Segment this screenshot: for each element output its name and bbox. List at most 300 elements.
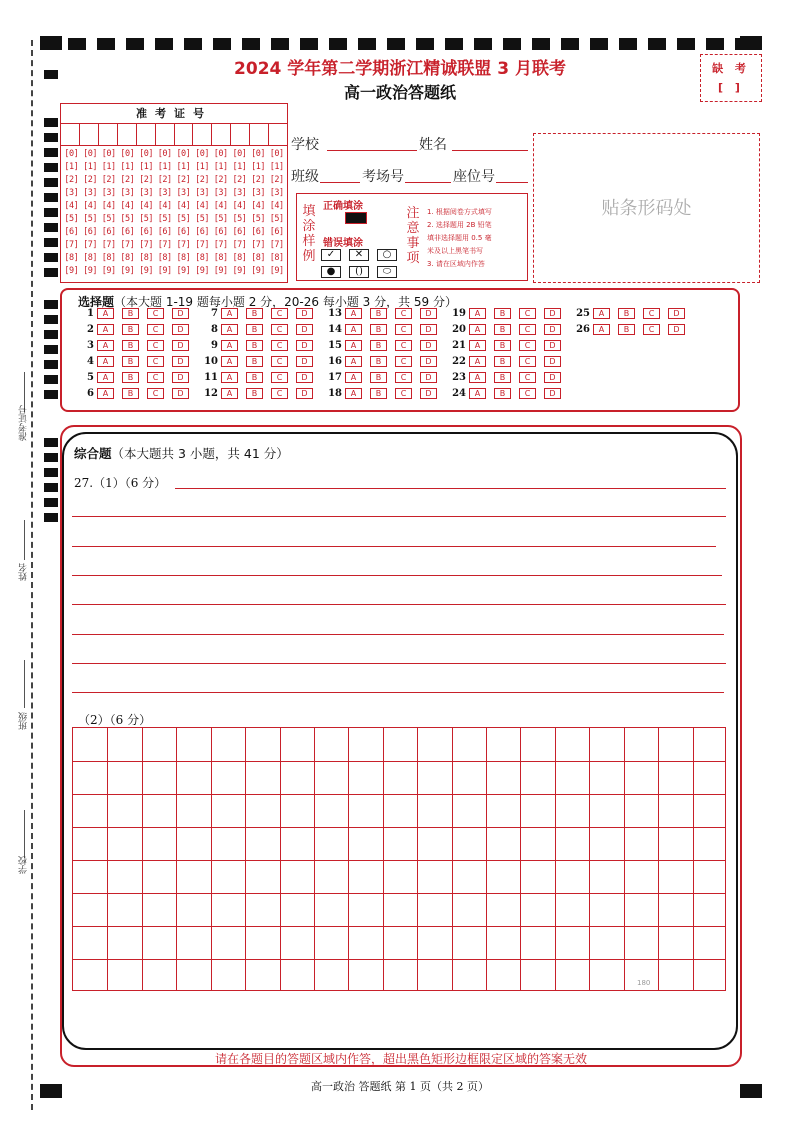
option-bubble[interactable]: A <box>469 340 486 351</box>
option-bubble[interactable]: B <box>370 372 387 383</box>
option-bubble[interactable]: D <box>420 324 437 335</box>
side-label-name: 姓名 <box>19 563 29 581</box>
option-bubble[interactable]: C <box>519 372 536 383</box>
option-bubble[interactable]: B <box>122 308 139 319</box>
digit-bubble[interactable]: [5] <box>251 214 265 224</box>
option-bubble[interactable]: A <box>345 372 362 383</box>
digit-bubble[interactable]: [3] <box>83 188 97 198</box>
exam-number-entry-cell[interactable] <box>269 124 287 145</box>
digit-bubble[interactable]: [7] <box>176 240 191 250</box>
grid-column-line <box>555 728 556 990</box>
option-bubble[interactable]: B <box>494 340 511 351</box>
option-bubble[interactable]: A <box>469 356 486 367</box>
digit-bubble[interactable]: [1] <box>232 162 247 172</box>
option-bubble[interactable]: C <box>519 388 536 399</box>
option-bubble[interactable]: B <box>494 324 511 335</box>
digit-bubble[interactable]: [3] <box>269 188 284 198</box>
option-bubble[interactable]: D <box>296 340 313 351</box>
school-field[interactable] <box>327 150 417 151</box>
digit-bubble[interactable]: [5] <box>101 214 116 224</box>
option-bubble[interactable]: D <box>172 340 189 351</box>
digit-bubble[interactable]: [9] <box>251 266 265 276</box>
option-bubble[interactable]: A <box>345 340 362 351</box>
exam-number-entry-cell[interactable] <box>175 124 194 145</box>
option-bubble[interactable]: C <box>147 324 164 335</box>
digit-bubble[interactable]: [0] <box>195 149 209 159</box>
digit-bubble[interactable]: [6] <box>213 227 228 237</box>
option-bubble[interactable]: B <box>494 308 511 319</box>
exam-number-entry-cell[interactable] <box>80 124 99 145</box>
option-bubble[interactable]: D <box>420 372 437 383</box>
timing-mark <box>44 253 58 262</box>
digit-bubble[interactable]: [2] <box>176 175 191 185</box>
option-bubble[interactable]: B <box>618 308 635 319</box>
question-number: 1 <box>87 307 94 319</box>
option-bubble[interactable]: B <box>494 356 511 367</box>
digit-bubble[interactable]: [9] <box>213 266 228 276</box>
option-bubble[interactable]: B <box>246 356 263 367</box>
option-bubble[interactable]: C <box>395 356 412 367</box>
digit-bubble[interactable]: [2] <box>64 175 79 185</box>
digit-bubble[interactable]: [5] <box>195 214 209 224</box>
digit-bubble[interactable]: [8] <box>101 253 116 263</box>
digit-bubble[interactable]: [6] <box>157 227 172 237</box>
digit-bubble[interactable]: [2] <box>269 175 284 185</box>
exam-number-entry-cell[interactable] <box>193 124 212 145</box>
choice-question <box>452 339 569 351</box>
side-label-class: 班级 <box>19 712 29 730</box>
question-number: 16 <box>328 355 342 367</box>
digit-bubble[interactable]: [4] <box>195 201 209 211</box>
option-bubble[interactable]: C <box>271 372 288 383</box>
question-number: 14 <box>328 323 342 335</box>
option-bubble[interactable]: A <box>97 308 114 319</box>
digit-bubble[interactable]: [0] <box>232 149 247 159</box>
digit-bubble[interactable]: [7] <box>269 240 284 250</box>
digit-bubble[interactable]: [4] <box>269 201 284 211</box>
exam-number-entry-cell[interactable] <box>137 124 156 145</box>
grid-column-line <box>520 728 521 990</box>
digit-bubble[interactable]: [7] <box>120 240 135 250</box>
option-bubble[interactable]: A <box>97 356 114 367</box>
option-bubble[interactable]: B <box>370 308 387 319</box>
digit-bubble[interactable]: [0] <box>213 149 228 159</box>
timing-mark <box>416 38 434 50</box>
choice-question <box>328 307 445 319</box>
timing-mark <box>44 315 58 324</box>
option-bubble[interactable]: B <box>494 388 511 399</box>
digit-bubble[interactable]: [8] <box>232 253 247 263</box>
digit-bubble[interactable]: [7] <box>83 240 97 250</box>
digit-bubble[interactable]: [1] <box>157 162 172 172</box>
option-bubble[interactable]: C <box>147 340 164 351</box>
exam-room-field[interactable] <box>405 182 451 183</box>
option-bubble[interactable]: D <box>172 388 189 399</box>
answer-line[interactable] <box>72 634 724 635</box>
digit-bubble[interactable]: [0] <box>120 149 135 159</box>
choice-question <box>452 355 569 367</box>
digit-bubble[interactable]: [9] <box>120 266 135 276</box>
option-bubble[interactable]: C <box>643 308 660 319</box>
option-bubble[interactable]: C <box>519 340 536 351</box>
choice-question <box>204 371 321 383</box>
absent-box[interactable] <box>700 54 762 102</box>
digit-bubble[interactable]: [7] <box>157 240 172 250</box>
option-bubble[interactable]: C <box>395 308 412 319</box>
option-bubble[interactable]: A <box>345 308 362 319</box>
digit-bubble[interactable]: [9] <box>157 266 172 276</box>
digit-bubble[interactable]: [3] <box>195 188 209 198</box>
digit-bubble[interactable]: [8] <box>213 253 228 263</box>
digit-bubble[interactable]: [4] <box>157 201 172 211</box>
digit-bubble[interactable]: [3] <box>139 188 153 198</box>
answer-line[interactable] <box>175 488 726 489</box>
option-bubble[interactable]: C <box>395 340 412 351</box>
choice-question <box>80 339 197 351</box>
option-bubble[interactable]: B <box>618 324 635 335</box>
digit-bubble[interactable]: [5] <box>139 214 153 224</box>
grid-column-line <box>348 728 349 990</box>
exam-number-digit-grid[interactable] <box>61 146 287 278</box>
option-bubble[interactable]: B <box>494 372 511 383</box>
option-bubble[interactable]: A <box>469 324 486 335</box>
option-bubble[interactable]: C <box>147 388 164 399</box>
choice-question <box>204 307 321 319</box>
digit-bubble[interactable]: [3] <box>213 188 228 198</box>
class-field[interactable] <box>320 182 360 183</box>
timing-mark <box>590 38 608 50</box>
digit-bubble[interactable]: [6] <box>120 227 135 237</box>
timing-mark <box>213 38 231 50</box>
digit-bubble[interactable]: [7] <box>139 240 153 250</box>
option-bubble[interactable]: A <box>345 388 362 399</box>
option-bubble[interactable]: A <box>345 356 362 367</box>
option-bubble[interactable]: C <box>395 324 412 335</box>
digit-bubble[interactable]: [8] <box>120 253 135 263</box>
option-bubble[interactable]: A <box>469 308 486 319</box>
digit-bubble[interactable]: [7] <box>232 240 247 250</box>
digit-bubble[interactable]: [4] <box>120 201 135 211</box>
digit-bubble[interactable]: [1] <box>64 162 79 172</box>
question-number: 5 <box>87 371 94 383</box>
digit-bubble[interactable]: [3] <box>232 188 247 198</box>
digit-bubble[interactable]: [9] <box>269 266 284 276</box>
option-bubble[interactable]: B <box>122 372 139 383</box>
digit-bubble[interactable]: [3] <box>251 188 265 198</box>
option-bubble[interactable]: B <box>122 340 139 351</box>
digit-bubble[interactable]: [4] <box>176 201 191 211</box>
question-number: 19 <box>452 307 466 319</box>
timing-mark <box>44 453 58 462</box>
seat-field[interactable] <box>496 182 528 183</box>
digit-bubble[interactable]: [6] <box>139 227 153 237</box>
digit-bubble[interactable]: [3] <box>157 188 172 198</box>
grid-column-line <box>693 728 694 990</box>
option-bubble[interactable]: D <box>544 308 561 319</box>
digit-bubble[interactable]: [5] <box>213 214 228 224</box>
digit-bubble[interactable]: [5] <box>269 214 284 224</box>
option-bubble[interactable]: D <box>296 372 313 383</box>
option-bubble[interactable]: C <box>271 340 288 351</box>
digit-bubble[interactable]: [2] <box>139 175 153 185</box>
option-bubble[interactable]: D <box>668 324 685 335</box>
option-bubble[interactable]: A <box>469 372 486 383</box>
digit-bubble[interactable]: [9] <box>195 266 209 276</box>
digit-bubble[interactable]: [1] <box>213 162 228 172</box>
digit-bubble[interactable]: [0] <box>157 149 172 159</box>
writing-grid[interactable] <box>72 727 726 991</box>
option-bubble[interactable]: D <box>420 340 437 351</box>
option-bubble[interactable]: A <box>593 308 610 319</box>
digit-bubble[interactable]: [8] <box>157 253 172 263</box>
digit-bubble[interactable]: [4] <box>251 201 265 211</box>
digit-bubble[interactable]: [0] <box>251 149 265 159</box>
digit-bubble[interactable]: [8] <box>64 253 79 263</box>
digit-bubble[interactable]: [0] <box>64 149 79 159</box>
digit-bubble[interactable]: [4] <box>83 201 97 211</box>
digit-bubble[interactable]: [6] <box>232 227 247 237</box>
digit-bubble[interactable]: [4] <box>139 201 153 211</box>
exam-number-entry-cell[interactable] <box>156 124 175 145</box>
answer-line[interactable] <box>72 604 726 605</box>
digit-bubble[interactable]: [2] <box>251 175 265 185</box>
digit-bubble[interactable]: [8] <box>139 253 153 263</box>
exam-number-entry-cell[interactable] <box>61 124 80 145</box>
option-bubble[interactable]: D <box>544 356 561 367</box>
digit-bubble[interactable]: [2] <box>83 175 97 185</box>
notes-label: 注意事项 <box>406 206 420 266</box>
digit-bubble[interactable]: [5] <box>120 214 135 224</box>
option-bubble[interactable]: C <box>271 388 288 399</box>
option-bubble[interactable]: D <box>296 388 313 399</box>
choice-question <box>80 355 197 367</box>
timing-mark <box>44 238 58 247</box>
digit-bubble[interactable]: [4] <box>232 201 247 211</box>
option-bubble[interactable]: D <box>296 308 313 319</box>
option-bubble[interactable]: D <box>172 372 189 383</box>
option-bubble[interactable]: B <box>246 324 263 335</box>
exam-number-entry-cell[interactable] <box>250 124 269 145</box>
option-bubble[interactable]: B <box>122 324 139 335</box>
digit-bubble[interactable]: [7] <box>101 240 116 250</box>
option-bubble[interactable]: B <box>246 340 263 351</box>
option-bubble[interactable]: A <box>221 340 238 351</box>
digit-bubble[interactable]: [6] <box>83 227 97 237</box>
question-number: 23 <box>452 371 466 383</box>
digit-bubble[interactable]: [1] <box>251 162 265 172</box>
digit-bubble[interactable]: [8] <box>176 253 191 263</box>
timing-mark <box>44 193 58 202</box>
option-bubble[interactable]: B <box>370 340 387 351</box>
question-number: 20 <box>452 323 466 335</box>
question-number: 2 <box>87 323 94 335</box>
option-bubble[interactable]: A <box>97 388 114 399</box>
digit-bubble[interactable]: [0] <box>176 149 191 159</box>
answer-sheet-subtitle: 高一政治答题纸 <box>343 83 456 102</box>
digit-bubble[interactable]: [8] <box>195 253 209 263</box>
option-bubble[interactable]: C <box>395 388 412 399</box>
option-bubble[interactable]: A <box>97 324 114 335</box>
digit-bubble[interactable]: [2] <box>213 175 228 185</box>
option-bubble[interactable]: B <box>370 388 387 399</box>
answer-line[interactable] <box>72 516 726 517</box>
digit-bubble[interactable]: [9] <box>176 266 191 276</box>
option-bubble[interactable]: A <box>345 324 362 335</box>
digit-bubble[interactable]: [8] <box>83 253 97 263</box>
digit-bubble[interactable]: [3] <box>101 188 116 198</box>
digit-bubble[interactable]: [4] <box>213 201 228 211</box>
option-bubble[interactable]: A <box>221 388 238 399</box>
digit-bubble[interactable]: [2] <box>101 175 116 185</box>
digit-bubble[interactable]: [6] <box>176 227 191 237</box>
digit-bubble[interactable]: [3] <box>176 188 191 198</box>
option-bubble[interactable]: B <box>246 308 263 319</box>
digit-bubble[interactable]: [6] <box>195 227 209 237</box>
digit-bubble[interactable]: [1] <box>83 162 97 172</box>
wrong-circle-mark: ○ <box>377 249 397 261</box>
exam-number-entry-cell[interactable] <box>99 124 118 145</box>
timing-mark <box>44 330 58 339</box>
digit-bubble[interactable]: [8] <box>251 253 265 263</box>
option-bubble[interactable]: C <box>271 324 288 335</box>
digit-bubble[interactable]: [0] <box>139 149 153 159</box>
timing-mark <box>271 38 289 50</box>
option-bubble[interactable]: B <box>370 356 387 367</box>
option-bubble[interactable]: B <box>122 356 139 367</box>
option-bubble[interactable]: C <box>519 308 536 319</box>
option-bubble[interactable]: D <box>544 372 561 383</box>
digit-bubble[interactable]: [5] <box>176 214 191 224</box>
digit-bubble[interactable]: [9] <box>232 266 247 276</box>
option-bubble[interactable]: A <box>221 308 238 319</box>
digit-bubble[interactable]: [4] <box>101 201 116 211</box>
digit-bubble[interactable]: [2] <box>157 175 172 185</box>
option-bubble[interactable]: D <box>296 356 313 367</box>
digit-bubble[interactable]: [7] <box>64 240 79 250</box>
option-bubble[interactable]: D <box>172 324 189 335</box>
digit-bubble[interactable]: [1] <box>101 162 116 172</box>
digit-bubble[interactable]: [7] <box>251 240 265 250</box>
digit-bubble[interactable]: [1] <box>139 162 153 172</box>
exam-number-entry-cell[interactable] <box>212 124 231 145</box>
wrong-cross-mark: ✕ <box>349 249 369 261</box>
exam-number-entry-cell[interactable] <box>118 124 137 145</box>
digit-bubble[interactable]: [2] <box>232 175 247 185</box>
digit-bubble[interactable]: [9] <box>101 266 116 276</box>
digit-bubble[interactable]: [9] <box>139 266 153 276</box>
option-bubble[interactable]: D <box>296 324 313 335</box>
option-bubble[interactable]: D <box>420 388 437 399</box>
option-bubble[interactable]: D <box>544 324 561 335</box>
question-number: 13 <box>328 307 342 319</box>
option-bubble[interactable]: C <box>271 356 288 367</box>
digit-bubble[interactable]: [3] <box>64 188 79 198</box>
option-bubble[interactable]: C <box>147 356 164 367</box>
option-bubble[interactable]: A <box>593 324 610 335</box>
answer-line[interactable] <box>72 663 726 664</box>
digit-bubble[interactable]: [2] <box>120 175 135 185</box>
digit-bubble[interactable]: [1] <box>120 162 135 172</box>
digit-bubble[interactable]: [6] <box>64 227 79 237</box>
answer-line[interactable] <box>72 546 716 547</box>
digit-bubble[interactable]: [8] <box>269 253 284 263</box>
option-bubble[interactable]: A <box>97 340 114 351</box>
digit-bubble[interactable]: [5] <box>83 214 97 224</box>
digit-bubble[interactable]: [0] <box>83 149 97 159</box>
digit-bubble[interactable]: [3] <box>120 188 135 198</box>
digit-bubble[interactable]: [5] <box>232 214 247 224</box>
option-bubble[interactable]: B <box>370 324 387 335</box>
choice-question <box>204 387 321 399</box>
answer-line[interactable] <box>72 692 724 693</box>
exam-room-label: 考场号 <box>362 169 404 185</box>
option-bubble[interactable]: C <box>519 356 536 367</box>
digit-bubble[interactable]: [0] <box>269 149 284 159</box>
grid-column-line <box>245 728 246 990</box>
option-bubble[interactable]: A <box>221 372 238 383</box>
name-field[interactable] <box>452 150 528 151</box>
option-bubble[interactable]: C <box>147 308 164 319</box>
option-bubble[interactable]: C <box>519 324 536 335</box>
digit-bubble[interactable]: [6] <box>101 227 116 237</box>
digit-bubble[interactable]: [4] <box>64 201 79 211</box>
digit-bubble[interactable]: [1] <box>176 162 191 172</box>
option-bubble[interactable]: B <box>246 388 263 399</box>
option-bubble[interactable]: A <box>97 372 114 383</box>
exam-number-entry-cell[interactable] <box>231 124 250 145</box>
option-bubble[interactable]: C <box>643 324 660 335</box>
option-bubble[interactable]: A <box>221 356 238 367</box>
option-bubble[interactable]: C <box>271 308 288 319</box>
grid-row-line <box>73 827 725 828</box>
digit-bubble[interactable]: [0] <box>101 149 116 159</box>
option-bubble[interactable]: A <box>221 324 238 335</box>
option-bubble[interactable]: D <box>544 388 561 399</box>
digit-bubble[interactable]: [2] <box>195 175 209 185</box>
digit-bubble[interactable]: [1] <box>269 162 284 172</box>
option-bubble[interactable]: C <box>395 372 412 383</box>
digit-bubble[interactable]: [9] <box>83 266 97 276</box>
digit-bubble[interactable]: [9] <box>64 266 79 276</box>
exam-number-entry-row[interactable] <box>61 124 287 146</box>
option-bubble[interactable]: A <box>469 388 486 399</box>
timing-mark <box>300 38 318 50</box>
note-line: 1. 根据阅卷方式填写 <box>427 208 492 216</box>
option-bubble[interactable]: B <box>122 388 139 399</box>
option-bubble[interactable]: D <box>420 308 437 319</box>
digit-bubble[interactable]: [6] <box>269 227 284 237</box>
option-bubble[interactable]: D <box>544 340 561 351</box>
school-label: 学校 <box>291 137 319 153</box>
digit-bubble[interactable]: [7] <box>213 240 228 250</box>
option-bubble[interactable]: D <box>420 356 437 367</box>
option-bubble[interactable]: D <box>172 308 189 319</box>
digit-bubble[interactable]: [7] <box>195 240 209 250</box>
wrong-dot-mark: ● <box>321 266 341 278</box>
timing-mark <box>44 345 58 354</box>
option-bubble[interactable]: B <box>246 372 263 383</box>
digit-bubble[interactable]: [5] <box>64 214 79 224</box>
digit-bubble[interactable]: [6] <box>251 227 265 237</box>
option-bubble[interactable]: D <box>668 308 685 319</box>
digit-bubble[interactable]: [1] <box>195 162 209 172</box>
answer-line[interactable] <box>72 575 722 576</box>
option-bubble[interactable]: C <box>147 372 164 383</box>
exam-title: 2024 学年第二学期浙江精诚联盟 3 月联考 <box>234 59 566 79</box>
question-number: 4 <box>87 355 94 367</box>
digit-bubble[interactable]: [5] <box>157 214 172 224</box>
option-bubble[interactable]: D <box>172 356 189 367</box>
